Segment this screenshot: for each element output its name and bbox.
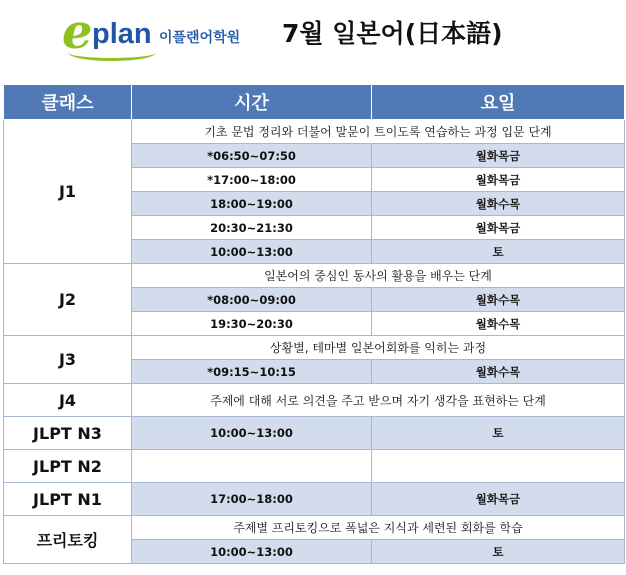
- class-name-jlpt-n3: JLPT N3: [4, 417, 132, 450]
- class-name-j1: J1: [4, 120, 132, 264]
- schedule-table: [3, 84, 625, 564]
- class-name-j3: J3: [4, 336, 132, 384]
- time-cell: *08:00~09:00: [132, 288, 372, 312]
- day-cell: 월화목금: [372, 216, 625, 240]
- time-cell: 10:00~13:00: [132, 240, 372, 264]
- page-header: [0, 0, 626, 78]
- day-cell: 월화목금: [372, 168, 625, 192]
- class-description: 주제에 대해 서로 의견을 주고 받으며 자기 생각을 표현하는 단계: [132, 384, 625, 417]
- time-cell: [132, 450, 372, 483]
- class-description: 기초 문법 정리와 더불어 말문이 트이도록 연습하는 과정 입문 단계: [132, 120, 625, 144]
- time-cell: 19:30~20:30: [132, 312, 372, 336]
- day-cell: 월화수목: [372, 360, 625, 384]
- table-row: [4, 516, 625, 540]
- header-class: 클래스: [4, 85, 132, 120]
- logo-e: e: [62, 4, 93, 60]
- day-cell: 토: [372, 540, 625, 564]
- day-cell: 월화목금: [372, 483, 625, 516]
- table-row: [4, 450, 625, 483]
- header-day: 요일: [372, 85, 625, 120]
- logo-swoosh-icon: [68, 44, 156, 61]
- day-cell: 월화수목: [372, 192, 625, 216]
- table-row: [4, 120, 625, 144]
- time-cell: *17:00~18:00: [132, 168, 372, 192]
- class-description: 상황별, 테마별 일본어회화를 익히는 과정: [132, 336, 625, 360]
- class-name-jlpt-n1: JLPT N1: [4, 483, 132, 516]
- class-name-jlpt-n2: JLPT N2: [4, 450, 132, 483]
- class-name-j4: J4: [4, 384, 132, 417]
- table-row: [4, 483, 625, 516]
- table-row: [4, 417, 625, 450]
- table-row: [4, 264, 625, 288]
- day-cell: 토: [372, 417, 625, 450]
- table-row: [4, 336, 625, 360]
- class-name-free-talking: 프리토킹: [4, 516, 132, 564]
- day-cell: [372, 450, 625, 483]
- day-cell: 월화수목: [372, 312, 625, 336]
- class-name-j2: J2: [4, 264, 132, 336]
- class-description: 주제별 프리토킹으로 폭넓은 지식과 세련된 회화를 학습: [132, 516, 625, 540]
- time-cell: 10:00~13:00: [132, 417, 372, 450]
- page-title: 7월 일본어(日本語): [282, 19, 503, 48]
- table-header-row: [4, 85, 625, 120]
- day-cell: 토: [372, 240, 625, 264]
- time-cell: 17:00~18:00: [132, 483, 372, 516]
- time-cell: *06:50~07:50: [132, 144, 372, 168]
- table-row: [4, 384, 625, 417]
- header-time: 시간: [132, 85, 372, 120]
- time-cell: 10:00~13:00: [132, 540, 372, 564]
- day-cell: 월화수목: [372, 288, 625, 312]
- day-cell: 월화목금: [372, 144, 625, 168]
- logo-korean-name: 이플랜어학원: [159, 30, 241, 46]
- time-cell: 18:00~19:00: [132, 192, 372, 216]
- time-cell: *09:15~10:15: [132, 360, 372, 384]
- class-description: 일본어의 중심인 동사의 활용을 배우는 단계: [132, 264, 625, 288]
- logo-plan: plan: [92, 18, 152, 50]
- time-cell: 20:30~21:30: [132, 216, 372, 240]
